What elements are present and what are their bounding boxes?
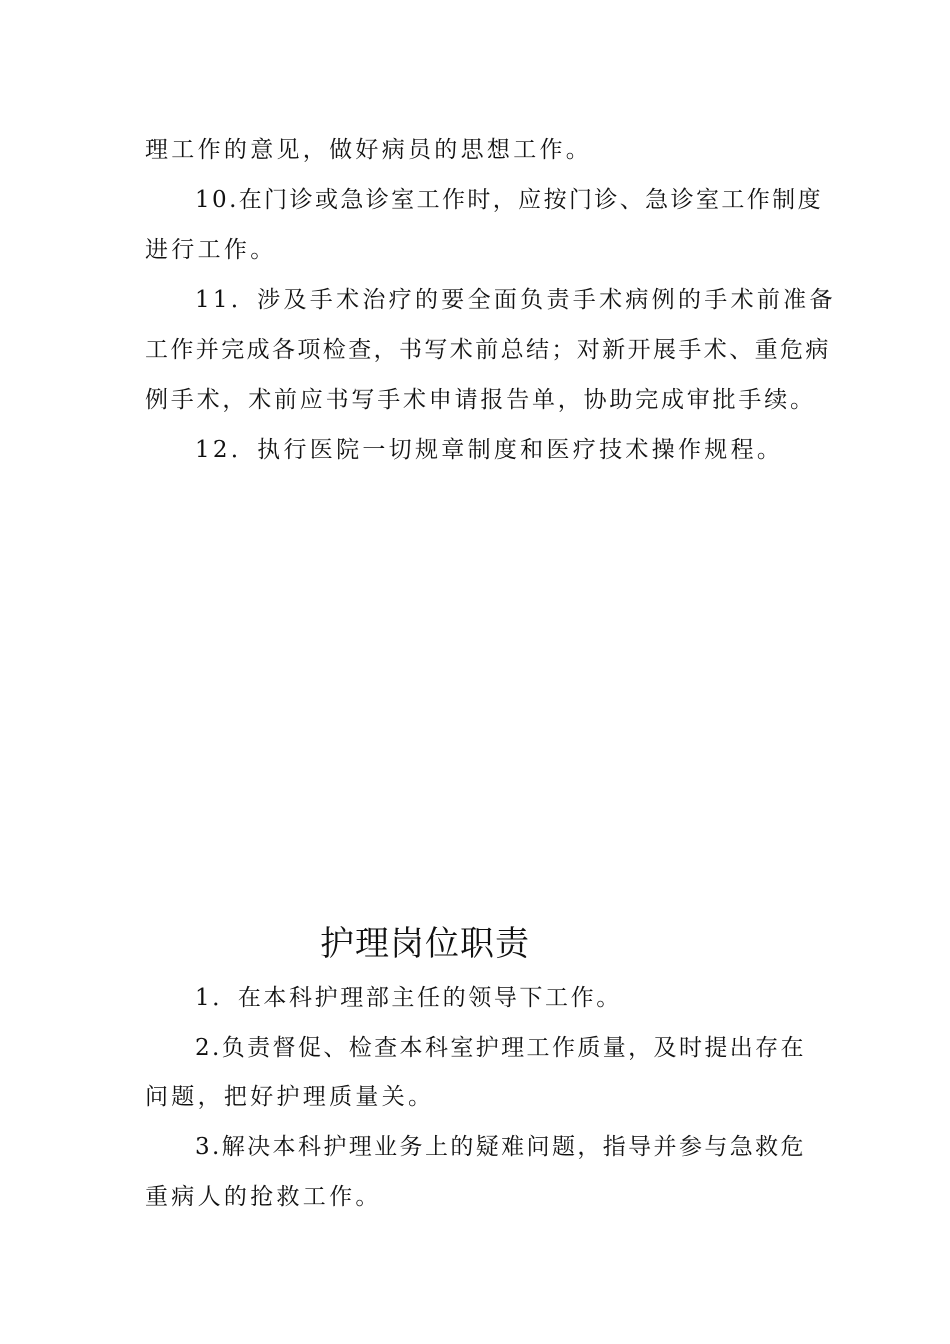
paragraph-line: 例手术，术前应书写手术申请报告单，协助完成审批手续。 [145, 387, 816, 413]
paragraph-line: 1．在本科护理部主任的领导下工作。 [195, 985, 622, 1011]
paragraph-line: 3.解决本科护理业务上的疑难问题，指导并参与急救危 [195, 1134, 806, 1160]
paragraph-line: 12．执行医院一切规章制度和医疗技术操作规程。 [195, 437, 784, 463]
paragraph-line: 11．涉及手术治疗的要全面负责手术病例的手术前准备 [195, 287, 836, 313]
paragraph-line: 2.负责督促、检查本科室护理工作质量，及时提出存在 [195, 1035, 806, 1061]
paragraph-line: 10.在门诊或急诊室工作时，应按门诊、急诊室工作制度 [195, 187, 823, 213]
paragraph-line: 工作并完成各项检查，书写术前总结；对新开展手术、重危病 [145, 337, 831, 363]
paragraph-line: 问题，把好护理质量关。 [145, 1084, 435, 1110]
paragraph-line: 重病人的抢救工作。 [145, 1184, 382, 1210]
paragraph-line: 理工作的意见，做好病员的思想工作。 [145, 137, 593, 163]
section-title: 护理岗位职责 [320, 924, 530, 964]
paragraph-line: 进行工作。 [145, 237, 277, 263]
